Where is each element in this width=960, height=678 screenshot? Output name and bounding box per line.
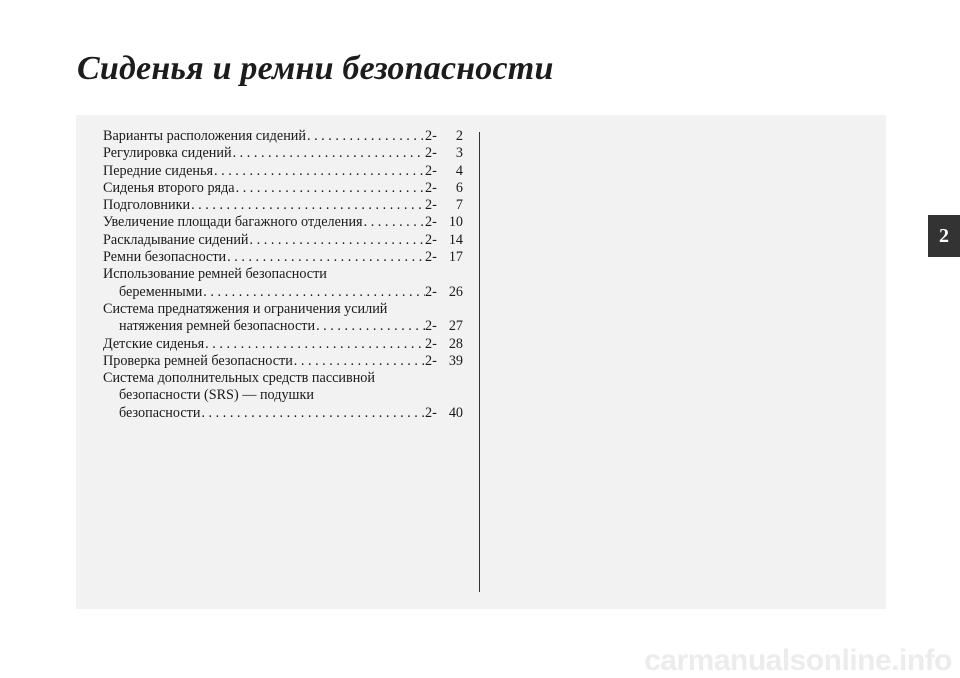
toc-entry[interactable]: [103, 163, 463, 180]
toc-chapter-prefix: 2-: [425, 283, 437, 300]
toc-page-number: 28: [448, 335, 463, 352]
toc-entry-title-line: Система преднатяжения и ограничения усилий: [103, 300, 388, 317]
toc-page-number: 17: [448, 249, 463, 266]
toc-chapter-prefix: 2-: [425, 145, 437, 162]
toc-entry[interactable]: [103, 180, 463, 197]
toc-entry-title: Передние сиденья: [103, 162, 213, 179]
toc-entry[interactable]: [103, 128, 463, 145]
toc-entry[interactable]: [103, 197, 463, 214]
toc-page-number: 14: [448, 231, 463, 248]
toc-page-number: 10: [448, 214, 463, 231]
toc-page-number: 27: [448, 318, 463, 335]
dot-leader: [204, 336, 425, 353]
toc-page-number: 26: [448, 283, 463, 300]
dot-leader: [202, 284, 425, 301]
dot-leader: [249, 232, 425, 249]
page-title: Сиденья и ремни безопасности: [77, 50, 554, 87]
toc-page-number: 6: [455, 179, 463, 196]
toc-chapter-prefix: 2-: [425, 179, 437, 196]
toc-chapter-prefix: 2-: [425, 214, 437, 231]
toc-chapter-prefix: 2-: [425, 318, 437, 335]
toc-page-number: 40: [448, 404, 463, 421]
toc-entry-title: Ремни безопасности: [103, 249, 227, 266]
toc-chapter-prefix: 2-: [425, 231, 437, 248]
toc-page-number: 7: [455, 197, 463, 214]
toc-entry-title: натяжения ремней безопасности: [119, 318, 316, 335]
toc-chapter-prefix: 2-: [425, 162, 437, 179]
dot-leader: [190, 197, 425, 214]
toc-chapter-prefix: 2-: [425, 352, 437, 369]
toc-entry[interactable]: [103, 214, 463, 231]
toc-entry-title: Подголовники: [103, 197, 191, 214]
toc-entry[interactable]: [103, 232, 463, 249]
toc-entry-title: безопасности: [119, 404, 201, 421]
toc-entry[interactable]: [103, 318, 463, 335]
toc-entry-title-line: Использование ремней безопасности: [103, 266, 327, 283]
chapter-tab[interactable]: 2: [928, 215, 960, 257]
dot-leader: [235, 180, 425, 197]
toc-entry-title: Увеличение площади багажного отделения: [103, 214, 363, 231]
toc-chapter-prefix: 2-: [425, 404, 437, 421]
toc-entry[interactable]: [103, 353, 463, 370]
toc-entry[interactable]: [103, 284, 463, 301]
toc-entry-title: Регулировка сидений: [103, 145, 232, 162]
toc-entry[interactable]: [103, 336, 463, 353]
toc-entry[interactable]: [103, 145, 463, 162]
toc-entry-title: Детские сиденья: [103, 335, 205, 352]
toc-entry-title: Варианты расположения сидений: [103, 128, 306, 144]
toc-page-number: 2: [455, 128, 463, 144]
toc-chapter-prefix: 2-: [425, 335, 437, 352]
dot-leader: [232, 145, 425, 162]
dot-leader: [200, 405, 425, 422]
toc-entry[interactable]: [103, 249, 463, 266]
dot-leader: [306, 128, 425, 145]
toc-page-number: 4: [455, 162, 463, 179]
dot-leader: [213, 163, 425, 180]
watermark: carmanualsonline.info: [644, 644, 952, 677]
toc-chapter-prefix: 2-: [425, 128, 437, 144]
toc-entry-title: Проверка ремней безопасности: [103, 352, 293, 369]
toc-entry-title: Сиденья второго ряда: [103, 179, 235, 196]
toc-entry-title-line: Система дополнительных средств пассивной: [103, 370, 375, 387]
toc-entry-title: беременными: [119, 283, 203, 300]
toc-entry-title: Раскладывание сидений: [103, 231, 249, 248]
dot-leader: [293, 353, 425, 370]
toc-page-number: 39: [448, 352, 463, 369]
toc-page-number: 3: [455, 145, 463, 162]
dot-leader: [363, 214, 425, 231]
column-divider: [479, 132, 480, 592]
toc-chapter-prefix: 2-: [425, 197, 437, 214]
toc-chapter-prefix: 2-: [425, 249, 437, 266]
dot-leader: [226, 249, 425, 266]
toc-entry-title-line: безопасности (SRS) — подушки: [119, 387, 314, 404]
toc-entry[interactable]: [103, 405, 463, 422]
dot-leader: [315, 318, 425, 335]
table-of-contents: [103, 128, 463, 422]
